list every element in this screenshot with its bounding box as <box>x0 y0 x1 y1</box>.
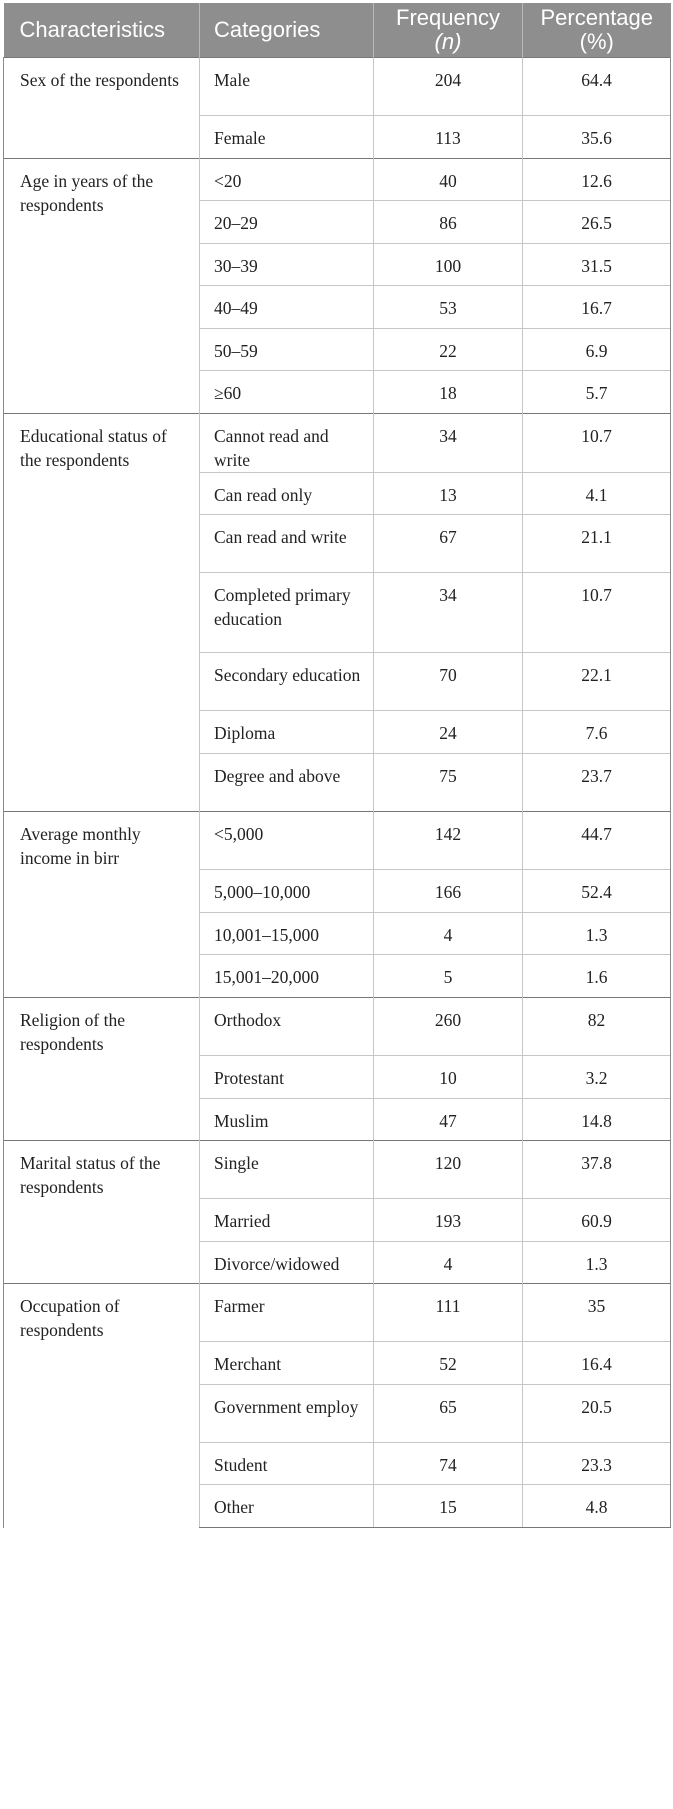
table-body <box>4 58 671 1528</box>
frequency-cell: 67 <box>374 515 523 573</box>
frequency-cell: 120 <box>374 1141 523 1199</box>
percentage-cell: 82 <box>523 998 671 1056</box>
frequency-cell: 100 <box>374 244 523 286</box>
frequency-cell: 34 <box>374 414 523 473</box>
percentage-cell: 35.6 <box>523 116 671 159</box>
frequency-cell: 260 <box>374 998 523 1056</box>
percentage-cell: 52.4 <box>523 870 671 913</box>
percentage-cell: 31.5 <box>523 244 671 286</box>
table-row <box>4 998 671 1056</box>
category-cell: Farmer <box>200 1284 374 1342</box>
percentage-cell: 4.8 <box>523 1485 671 1528</box>
percentage-cell: 23.7 <box>523 754 671 812</box>
category-cell: Degree and above <box>200 754 374 812</box>
frequency-cell: 10 <box>374 1056 523 1099</box>
category-cell: Other <box>200 1485 374 1528</box>
percentage-cell: 1.6 <box>523 955 671 998</box>
table-row <box>4 58 671 116</box>
frequency-cell: 111 <box>374 1284 523 1342</box>
percentage-cell: 10.7 <box>523 414 671 473</box>
frequency-cell: 70 <box>374 653 523 711</box>
frequency-cell: 52 <box>374 1342 523 1385</box>
frequency-cell: 5 <box>374 955 523 998</box>
category-cell: Secondary education <box>200 653 374 711</box>
table-row <box>4 159 671 201</box>
frequency-cell: 4 <box>374 1242 523 1284</box>
header-frequency-unit: (n) <box>434 29 462 54</box>
category-cell: 15,001–20,000 <box>200 955 374 998</box>
percentage-cell: 64.4 <box>523 58 671 116</box>
category-cell: Protestant <box>200 1056 374 1099</box>
frequency-cell: 4 <box>374 913 523 955</box>
category-cell: Male <box>200 58 374 116</box>
percentage-cell: 23.3 <box>523 1443 671 1485</box>
percentage-cell: 22.1 <box>523 653 671 711</box>
category-cell: <5,000 <box>200 812 374 870</box>
frequency-cell: 74 <box>374 1443 523 1485</box>
frequency-cell: 113 <box>374 116 523 159</box>
category-cell: 5,000–10,000 <box>200 870 374 913</box>
percentage-cell: 5.7 <box>523 371 671 414</box>
category-cell: Government employ <box>200 1385 374 1443</box>
characteristic-cell: Occupation of respondents <box>4 1284 200 1528</box>
header-percentage-unit: (%) <box>579 29 614 54</box>
header-categories: Categories <box>200 3 374 58</box>
frequency-cell: 13 <box>374 473 523 515</box>
header-percentage: Percentage (%) <box>523 3 671 58</box>
frequency-cell: 18 <box>374 371 523 414</box>
percentage-cell: 3.2 <box>523 1056 671 1099</box>
category-cell: Merchant <box>200 1342 374 1385</box>
percentage-cell: 44.7 <box>523 812 671 870</box>
frequency-cell: 47 <box>374 1099 523 1141</box>
category-cell: 30–39 <box>200 244 374 286</box>
table-row <box>4 1141 671 1199</box>
characteristic-cell: Religion of the respondents <box>4 998 200 1141</box>
header-frequency: Frequency (n) <box>374 3 523 58</box>
characteristic-cell: Educational status of the respondents <box>4 414 200 812</box>
frequency-cell: 22 <box>374 329 523 371</box>
frequency-cell: 75 <box>374 754 523 812</box>
frequency-cell: 166 <box>374 870 523 913</box>
category-cell: 20–29 <box>200 201 374 244</box>
percentage-cell: 26.5 <box>523 201 671 244</box>
frequency-cell: 193 <box>374 1199 523 1242</box>
frequency-cell: 53 <box>374 286 523 329</box>
percentage-cell: 60.9 <box>523 1199 671 1242</box>
percentage-cell: 21.1 <box>523 515 671 573</box>
table-row <box>4 812 671 870</box>
category-cell: 10,001–15,000 <box>200 913 374 955</box>
demographics-table <box>3 3 671 1528</box>
frequency-cell: 40 <box>374 159 523 201</box>
category-cell: Completed primary education <box>200 573 374 653</box>
frequency-cell: 24 <box>374 711 523 754</box>
category-cell: Muslim <box>200 1099 374 1141</box>
percentage-cell: 16.7 <box>523 286 671 329</box>
category-cell: Female <box>200 116 374 159</box>
category-cell: 40–49 <box>200 286 374 329</box>
percentage-cell: 37.8 <box>523 1141 671 1199</box>
characteristic-cell: Average monthly income in birr <box>4 812 200 998</box>
category-cell: <20 <box>200 159 374 201</box>
characteristic-cell: Age in years of the respondents <box>4 159 200 414</box>
percentage-cell: 6.9 <box>523 329 671 371</box>
category-cell: Cannot read and write <box>200 414 374 473</box>
characteristic-cell: Sex of the respondents <box>4 58 200 159</box>
category-cell: Single <box>200 1141 374 1199</box>
percentage-cell: 10.7 <box>523 573 671 653</box>
frequency-cell: 86 <box>374 201 523 244</box>
category-cell: Can read and write <box>200 515 374 573</box>
percentage-cell: 14.8 <box>523 1099 671 1141</box>
header-characteristics: Characteristics <box>19 17 165 42</box>
table-row <box>4 414 671 473</box>
percentage-cell: 35 <box>523 1284 671 1342</box>
table-row <box>4 1284 671 1342</box>
percentage-cell: 4.1 <box>523 473 671 515</box>
frequency-cell: 142 <box>374 812 523 870</box>
characteristic-cell: Marital status of the respondents <box>4 1141 200 1284</box>
percentage-cell: 12.6 <box>523 159 671 201</box>
category-cell: Diploma <box>200 711 374 754</box>
frequency-cell: 15 <box>374 1485 523 1528</box>
percentage-cell: 7.6 <box>523 711 671 754</box>
frequency-cell: 204 <box>374 58 523 116</box>
category-cell: Divorce/widowed <box>200 1242 374 1284</box>
frequency-cell: 34 <box>374 573 523 653</box>
category-cell: 50–59 <box>200 329 374 371</box>
percentage-cell: 20.5 <box>523 1385 671 1443</box>
table-header-row <box>4 3 671 58</box>
category-cell: Married <box>200 1199 374 1242</box>
category-cell: Student <box>200 1443 374 1485</box>
category-cell: ≥60 <box>200 371 374 414</box>
frequency-cell: 65 <box>374 1385 523 1443</box>
percentage-cell: 1.3 <box>523 913 671 955</box>
category-cell: Can read only <box>200 473 374 515</box>
category-cell: Orthodox <box>200 998 374 1056</box>
percentage-cell: 16.4 <box>523 1342 671 1385</box>
percentage-cell: 1.3 <box>523 1242 671 1284</box>
